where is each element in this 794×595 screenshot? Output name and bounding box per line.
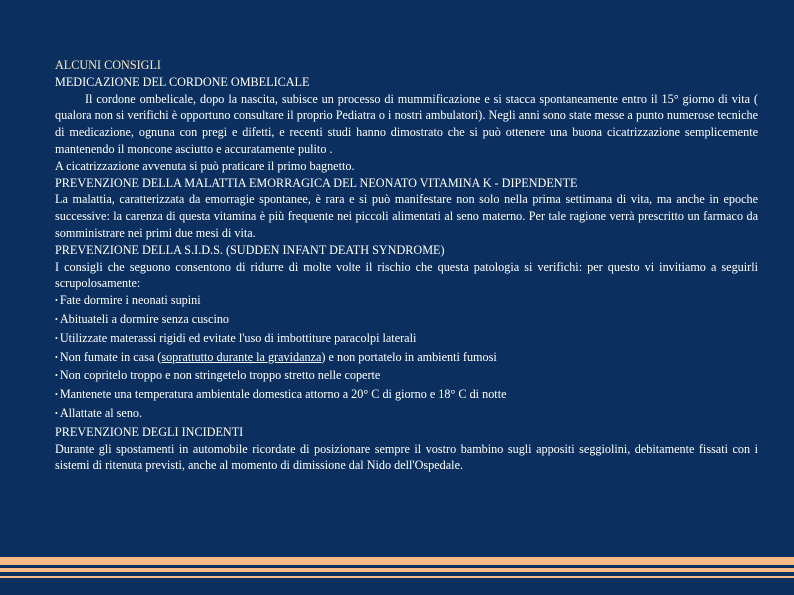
bullet-icon: • (55, 296, 58, 306)
bullet-icon: • (55, 390, 58, 400)
decorative-stripe (0, 568, 794, 572)
list-item: • Allattate al seno. (55, 405, 143, 420)
section-heading-sids: PREVENZIONE DELLA S.I.D.S. (SUDDEN INFANT DEATH SYNDROME) (55, 242, 445, 257)
list-item: • Utilizzate materassi rigidi ed evitate l'uso di imbottiture paracolpi laterali (55, 330, 417, 345)
list-item: • Mantenete una temperatura ambientale domestica attorno a 20° C di giorno e 18° C di notte (55, 387, 507, 402)
section-heading-vitamina-k: PREVENZIONE DELLA MALATTIA EMORRAGICA DEL NEONATO VITAMINA K - DIPENDENTE (55, 175, 578, 190)
document-title: ALCUNI CONSIGLI (55, 58, 161, 72)
paragraph-cordone: Il cordone ombelicale, dopo la nascita, subisce un processo di mummificazione e si stacca spontaneamente entro il 15° giorno di vita ( qualora non si verifichi è opportuno consultare il proprio Pediatra o i nostri ambulatori). Negli anni sono state messe a punto numerose tecniche di medicazione, ognuna con pregi e difetti, e recenti studi hanno dimostrato che si può ottenere una buona cicatrizzazione semplicemente mantenendo il moncone asciutto e accuratamente pulito . (55, 91, 758, 156)
paragraph-bagnetto: A cicatrizzazione avvenuta si può praticare il primo bagnetto. (55, 158, 355, 173)
paragraph-sids-intro: I consigli che seguono consentono di ridurre di molte volte il rischio che questa patologia si verifichi: per questo vi invitiamo a seguirli scrupolosamente: (55, 259, 758, 291)
text-body (55, 57, 758, 474)
bullet-icon: • (55, 314, 58, 324)
list-item: • Non fumate in casa (soprattutto durante la gravidanza) e non portatelo in ambienti fumosi (55, 349, 497, 364)
section-heading-cordone: MEDICAZIONE DEL CORDONE OMBELICALE (55, 74, 310, 89)
paragraph-vitamina-k: La malattia, caratterizzata da emorragie spontanee, è rara e si può manifestare non solo nella prima settimana di vita, ma anche in epoche successive: la carenza di questa vitamina è più frequente nei piccoli alimentati al seno materno. Per tale ragione verrà prescritto un farmaco da somministrare nei primi due mesi di vita. (55, 192, 758, 240)
list-item: • Non copritelo troppo e non stringetelo troppo stretto nelle coperte (55, 368, 381, 383)
sids-bullet-list (55, 292, 758, 424)
decorative-stripe (0, 576, 794, 578)
section-heading-incidenti: PREVENZIONE DEGLI INCIDENTI (55, 424, 244, 439)
list-item: • Abituateli a dormire senza cuscino (55, 311, 230, 326)
decorative-stripe (0, 557, 794, 565)
bullet-icon: • (55, 371, 58, 381)
underlined-text: soprattutto durante la gravidanza (161, 349, 322, 364)
list-item: • Fate dormire i neonati supini (55, 293, 201, 308)
bullet-icon: • (55, 352, 58, 362)
bullet-icon: • (55, 333, 58, 343)
bullet-icon: • (55, 408, 58, 418)
paragraph-incidenti: Durante gli spostamenti in automobile ricordate di posizionare sempre il vostro bambino sugli appositi seggiolini, debitamente fissati con i sistemi di ritenuta previsti, anche al momento di dimissione dal Nido dell'Ospedale. (55, 441, 758, 473)
